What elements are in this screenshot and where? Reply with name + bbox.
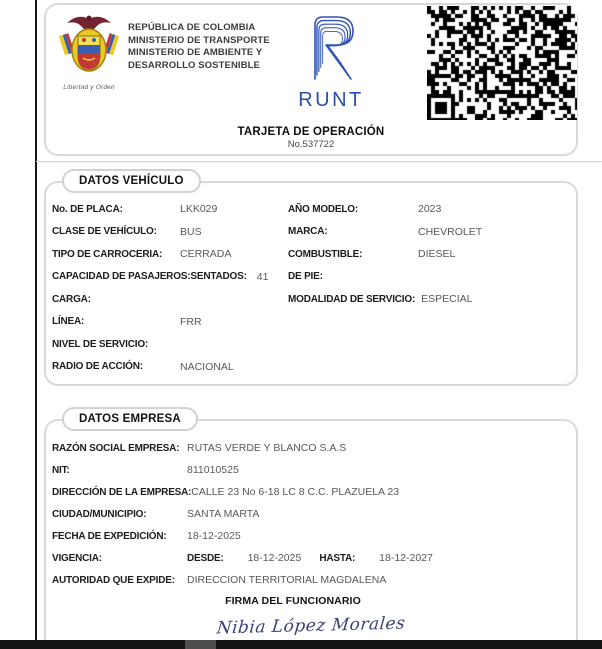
field-sublabel-hasta: HASTA: [319, 552, 356, 564]
field-sublabel-desde: DESDE: [187, 552, 224, 564]
field-label: MODALIDAD DE SERVICIO: [288, 293, 416, 305]
field-label: RADIO DE ACCIÓN: [52, 361, 143, 373]
field-row-combustible [288, 243, 576, 266]
field-label: VIGENCIA: [52, 552, 102, 564]
field-row-modelo [288, 198, 576, 221]
header-panel [44, 3, 578, 156]
field-value: FRR [180, 315, 202, 328]
field-value: RUTAS VERDE Y BLANCO S.A.S [187, 442, 347, 454]
field-label: CAPACIDAD DE PASAJEROS: [52, 271, 191, 283]
ministry-line: DESARROLLO SOSTENIBLE [128, 59, 260, 71]
field-value: CHEVROLET [418, 225, 483, 238]
field-value: 811010525 [187, 464, 239, 476]
field-value: CERRADA [180, 248, 232, 261]
field-row-nivel [52, 333, 288, 356]
field-row-carroceria [52, 243, 288, 266]
field-row-linea [52, 311, 288, 334]
field-row-depie [288, 266, 576, 289]
field-value: BUS [180, 225, 202, 238]
field-row-expedicion [52, 525, 576, 547]
runt-logo-icon [302, 9, 360, 83]
field-row-clase [52, 221, 288, 244]
field-label: AUTORIDAD QUE EXPIDE: [52, 574, 175, 586]
field-row-capacidad [52, 266, 288, 289]
vehicle-fields [46, 183, 576, 378]
field-value: 18-12-2025 [187, 530, 241, 542]
field-value: DIESEL [418, 248, 456, 261]
field-label: NIT: [52, 464, 70, 476]
header-divider [36, 161, 602, 162]
doc-title-block [46, 126, 576, 150]
field-label: RAZÓN SOCIAL EMPRESA: [52, 442, 180, 454]
field-row-vigencia [52, 547, 576, 569]
field-row-modalidad [288, 288, 576, 311]
field-row-carga [52, 288, 288, 311]
ministry-line: MINISTERIO DE AMBIENTE Y [128, 47, 263, 58]
field-label: COMBUSTIBLE: [288, 248, 363, 260]
field-value: ESPECIAL [421, 293, 473, 306]
field-label: DE PIE: [288, 271, 323, 283]
field-value: 41 [256, 270, 269, 283]
field-label: MARCA: [288, 226, 328, 238]
ministry-text [128, 22, 270, 72]
coat-of-arms [51, 12, 127, 91]
field-row-ciudad [52, 503, 576, 525]
field-sublabel: SENTADOS: [190, 271, 247, 283]
field-row-direccion [52, 481, 576, 503]
field-label: FECHA DE EXPEDICIÓN: [52, 530, 167, 542]
coat-caption: Libertad y Orden [63, 84, 115, 91]
coat-of-arms-icon [57, 12, 121, 78]
ministry-line: MINISTERIO DE TRANSPORTE [128, 34, 270, 46]
field-row-radio [52, 356, 288, 379]
company-section [44, 413, 578, 649]
field-row-nit [52, 459, 576, 481]
field-value: LKK029 [180, 203, 218, 216]
bottom-bar [0, 640, 602, 649]
doc-title: TARJETA DE OPERACIÓN [237, 126, 385, 138]
runt-wordmark: RUNT [298, 89, 364, 111]
firma-title: FIRMA DEL FUNCIONARIO [225, 595, 361, 607]
field-label: CARGA: [52, 293, 91, 305]
page-edge-line [35, 0, 37, 640]
field-value: SANTA MARTA [187, 508, 260, 520]
field-value: DIRECCION TERRITORIAL MAGDALENA [187, 574, 387, 586]
runt-logo [261, 9, 401, 112]
official-signature: Nibia López Morales [215, 613, 407, 639]
vehicle-right-column [288, 198, 576, 378]
field-row-placa [52, 198, 288, 221]
field-row-autoridad [52, 569, 576, 591]
field-label: NIVEL DE SERVICIO: [52, 338, 149, 350]
field-label: TIPO DE CARROCERIA: [52, 248, 163, 260]
qr-code [427, 6, 577, 120]
field-label: CIUDAD/MUNICIPIO: [52, 508, 147, 520]
field-label: CLASE DE VEHÍCULO: [52, 226, 157, 238]
company-section-title: DATOS EMPRESA [62, 407, 198, 431]
bottom-bar-segment [185, 640, 216, 649]
field-label: DIRECCIÓN DE LA EMPRESA: [52, 486, 192, 498]
doc-number: No.537722 [287, 139, 335, 150]
company-fields [46, 421, 576, 591]
field-label: AÑO MODELO: [288, 203, 359, 215]
field-value-desde: 18-12-2025 [247, 552, 302, 564]
field-row-razon [52, 437, 576, 459]
field-value: 2023 [418, 203, 442, 216]
field-row-marca [288, 221, 576, 244]
vehicle-left-column [52, 198, 288, 378]
field-label: No. DE PLACA: [52, 203, 123, 215]
ministry-line: REPÚBLICA DE COLOMBIA [128, 22, 256, 33]
vehicle-section-title: DATOS VEHÍCULO [62, 169, 201, 193]
field-label: LÍNEA: [52, 316, 85, 328]
field-value-hasta: 18-12-2027 [379, 552, 433, 564]
field-value: NACIONAL [180, 360, 234, 373]
vehicle-section [44, 175, 578, 386]
field-value: CALLE 23 No 6-18 LC 8 C.C. PLAZUELA 23 [191, 486, 400, 498]
